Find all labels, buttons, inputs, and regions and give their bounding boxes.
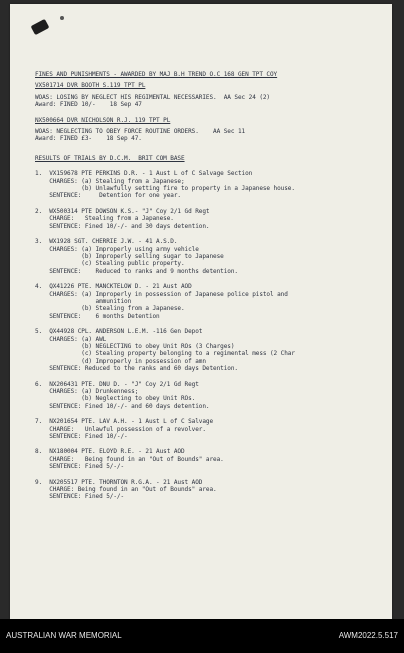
trial-line: SENTENCE: Fined 10/-/- and 60 days detention. (35, 402, 210, 410)
trial-line: CHARGES: (a) Improperly using army vehicle (35, 245, 199, 253)
trial-line: SENTENCE: Detention for one year. (35, 192, 181, 200)
trial-entry (35, 208, 387, 230)
trial-line: SENTENCE: Reduced to ranks and 9 months detention. (35, 267, 238, 275)
trial-line: 3. WX1928 SGT. CHERRIE J.W. - 41 A.S.D. (35, 238, 178, 246)
trial-line: (b) Stealing from a Japanese. (35, 305, 185, 313)
trial-line: 6. NX206431 PTE. DNU D. - "J" Coy 2/1 Gd Regt (35, 380, 199, 388)
trial-line: (b) NEGLECTING to obey Unit ROs (3 Charges) (35, 342, 235, 350)
trial-line: CHARGE: Being found in an "Out of Bounds" area. (35, 486, 217, 494)
footer-accession: AWM2022.5.517 (338, 631, 398, 640)
trial-line: 5. QX44928 CPL. ANDERSON L.E.M. -116 Gen Depot (35, 328, 203, 336)
pin-hole (60, 16, 64, 20)
trial-line: (b) Unlawfully setting fire to property in a Japanese house. (35, 185, 295, 193)
trial-line: (c) Stealing public property. (35, 260, 185, 268)
trial-line: 7. NX201654 PTE. LAV A.H. - 1 Aust L of C Salvage (35, 418, 214, 426)
trial-line: (d) Improperly in possession of amn (35, 357, 206, 365)
trial-line: CHARGES: (a) AWL (35, 335, 107, 343)
trial-line: SENTENCE: 6 months Detention (35, 312, 160, 320)
trial-line: 1. VX159678 PTE PERKINS D.R. - 1 Aust L of C Salvage Section (35, 170, 253, 178)
trial-line: CHARGE: Unlawful possession of a revolver. (35, 425, 206, 433)
trial-line: CHARGES: (a) Stealing from a Japanese; (35, 177, 185, 185)
trial-entry (35, 448, 387, 470)
trial-line: 2. WX500314 PTE DOWSON K.S.- "J" Coy 2/1 Gd Regt (35, 207, 210, 215)
trial-line: CHARGES: (a) Improperly in possession of Japanese police pistol and (35, 290, 288, 298)
fine-soldier: NX500664 DVR NICHOLSON R.J. 119 TPT PL (35, 116, 171, 124)
trial-line: CHARGES: (a) Drunkenness; (35, 388, 139, 395)
trial-line: (c) Stealing property belonging to a regimental mess (2 Char (35, 350, 295, 358)
trial-entry (35, 381, 387, 411)
trial-line: 4. QX41226 PTE. MANCKTELOW D. - 21 Aust AOD (35, 283, 192, 291)
fine-soldier: VX501714 DVR BOOTH S.119 TPT PL (35, 82, 146, 90)
trial-line: (b) Improperly selling sugar to Japanese (35, 252, 224, 260)
footer-source: AUSTRALIAN WAR MEMORIAL (6, 631, 122, 640)
fine-entry (35, 117, 387, 143)
trial-entry (35, 328, 387, 372)
trials-list (35, 170, 387, 501)
punch-hole (31, 19, 50, 35)
trials-heading: RESULTS OF TRIALS BY D.C.M. BRIT COM BASE (35, 154, 185, 162)
trial-entry (35, 479, 387, 501)
fine-offence: WOAS: LOSING BY NEGLECT HIS REGIMENTAL NECESSARIES. AA Sec 24 (2) (35, 93, 270, 101)
trial-line: SENTENCE: Fined 5/-/- (35, 463, 125, 471)
trial-line: 9. NX205517 PTE. THORNTON R.G.A. - 21 Aust AOD (35, 478, 203, 486)
fine-award: Award: FINED £3- 18 Sep 47. (35, 135, 142, 143)
footer-bar (0, 619, 404, 653)
trial-entry (35, 418, 387, 440)
trial-entry (35, 170, 387, 200)
trial-entry (35, 283, 387, 320)
fines-heading: FINES AND PUNISHMENTS - AWARDED BY MAJ B.H TREND O.C 168 GEN TPT COY (35, 71, 278, 78)
trial-entry (35, 238, 387, 275)
trial-line: CHARGE: Stealing from a Japanese. (35, 215, 174, 223)
trial-line: ammunition (35, 297, 132, 305)
trial-line: SENTENCE: Fined 10/-/- and 30 days detention. (35, 222, 210, 230)
fine-award: Award: FINED 10/- 18 Sep 47 (35, 101, 142, 109)
trial-line: SENTENCE: Reduced to the ranks and 60 days Detention. (35, 365, 238, 373)
trial-line: 8. NX180004 PTE. ELOYD R.E. - 21 Aust AOD (35, 448, 185, 456)
document-page (10, 4, 392, 619)
fine-entry (35, 82, 387, 108)
fine-offence: WOAS: NEGLECTING TO OBEY FORCE ROUTINE ORDERS. AA Sec 11 (35, 128, 246, 136)
trial-line: SENTENCE: Fined 10/-/- (35, 433, 128, 441)
document-body (35, 71, 387, 501)
trial-line: SENTENCE: Fined 5/-/- (35, 493, 125, 501)
trial-line: CHARGE: Being found in an "Out of Bounds" area. (35, 455, 224, 463)
trial-line: (b) Neglecting to obey Unit ROs. (35, 395, 196, 403)
